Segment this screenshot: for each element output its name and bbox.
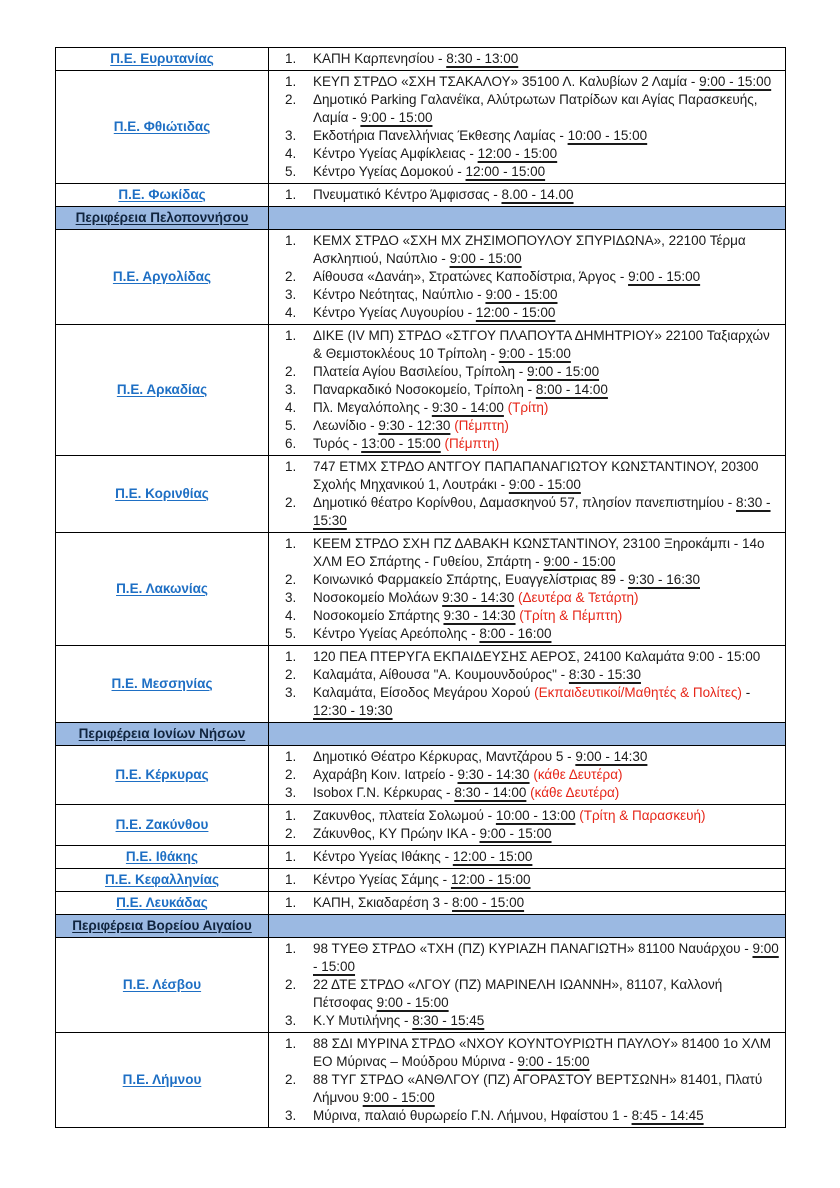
locations-list	[273, 807, 781, 843]
location-text: 88 ΤΥΓ ΣΤΡΔΟ «ΑΝΘΛΓΟΥ (ΠΖ) ΑΓΟΡΑΣΤΟΥ ΒΕΡΤΣΩΝΗ» 81401, Πλατύ Λήμνου	[313, 1072, 763, 1105]
region-row	[56, 746, 786, 805]
location-text: Κοινωνικό Φαρμακείο Σπάρτης, Ευαγγελίστριας 89 -	[313, 572, 628, 587]
location-text: 22 ΔΤΕ ΣΤΡΔΟ «ΛΓΟΥ (ΠΖ) ΜΑΡΙΝΕΛΗ ΙΩΑΝΝΗ», 81107, Καλλονή Πέτσοφας	[313, 977, 723, 1010]
region-row	[56, 325, 786, 456]
region-name-cell	[56, 325, 269, 456]
locations-cell	[269, 48, 786, 71]
location-item	[273, 748, 781, 766]
group-header-label: Περιφέρεια Ιονίων Νήσων	[78, 726, 246, 741]
location-text: Πνευματικό Κέντρο Άμφισσας -	[313, 187, 502, 202]
location-item	[273, 894, 781, 912]
location-item	[273, 976, 781, 1012]
time-range: 8.00 - 14.00	[501, 187, 574, 202]
locations-cell	[269, 456, 786, 533]
group-header-empty-cell	[269, 207, 786, 230]
location-item	[273, 494, 781, 530]
region-name-link[interactable]: Π.Ε. Αρκαδίας	[116, 382, 208, 397]
location-text: ΚΕΜΧ ΣΤΡΔΟ «ΣΧΗ ΜΧ ΖΗΣΙΜΟΠΟΥΛΟΥ ΣΠΥΡΙΔΩΝΑ», 22100 Τέρμα Ασκληπιού, Ναύπλιο -	[313, 233, 746, 266]
location-item	[273, 304, 781, 322]
location-item	[273, 286, 781, 304]
time-range: 8:30 - 15:30	[313, 495, 771, 528]
region-row	[56, 48, 786, 71]
group-header-row	[56, 207, 786, 230]
time-range: 9:00 - 15:00	[699, 74, 772, 89]
region-row	[56, 846, 786, 869]
location-item	[273, 186, 781, 204]
locations-list	[273, 940, 781, 1030]
location-text: Ζάκυνθος, ΚΥ Πρώην ΙΚΑ -	[313, 826, 480, 841]
day-note: (Πέμπτη)	[454, 418, 509, 433]
schedule-table-body	[56, 48, 786, 1128]
location-item	[273, 625, 781, 643]
time-range: 9:00 - 15:00	[449, 251, 522, 266]
time-range: 9:00 - 15:00	[485, 287, 558, 302]
day-note: (Τρίτη & Παρασκευή)	[579, 808, 706, 823]
locations-cell	[269, 1033, 786, 1128]
location-item	[273, 571, 781, 589]
region-row	[56, 184, 786, 207]
location-item	[273, 232, 781, 268]
location-text: Isobox Γ.Ν. Κέρκυρας -	[313, 785, 455, 800]
region-name-cell	[56, 938, 269, 1033]
locations-list	[273, 50, 781, 68]
time-range: 9:00 - 15:00	[313, 941, 779, 974]
locations-list	[273, 848, 781, 866]
time-range: 8:30 - 14:00	[454, 785, 527, 800]
locations-cell	[269, 805, 786, 846]
location-text: Αχαράβη Κοιν. Ιατρείο -	[313, 767, 458, 782]
time-range: 12:00 - 15:00	[450, 872, 531, 887]
location-text: 747 ΕΤΜΧ ΣΤΡΔΟ ΑΝΤΓΟΥ ΠΑΠΑΠΑΝΑΓΙΩΤΟΥ ΚΩΝΣΤΑΝΤΙΝΟΥ, 20300 Σχολής Μηχανικού 1, Λουτράκι -	[313, 459, 759, 492]
location-item	[273, 381, 781, 399]
region-name-link[interactable]: Π.Ε. Κέρκυρας	[115, 767, 209, 782]
time-range: 8:00 - 15:00	[452, 895, 525, 910]
location-text: Αίθουσα «Δανάη», Στρατώνες Καποδίστρια, Άργος -	[313, 269, 629, 284]
region-row	[56, 230, 786, 325]
time-range: 8:45 - 14:45	[631, 1108, 704, 1123]
time-range: 8:30 - 15:45	[412, 1013, 485, 1028]
schedule-table	[55, 47, 786, 1128]
location-text: -	[741, 685, 751, 700]
locations-cell	[269, 325, 786, 456]
time-range: 10:00 - 15:00	[567, 128, 648, 143]
time-range: 9:00 - 15:00	[517, 1054, 590, 1069]
time-range: 8:00 - 16:00	[479, 626, 552, 641]
time-range: 8:30 - 13:00	[446, 51, 519, 66]
location-item	[273, 399, 781, 417]
region-row	[56, 892, 786, 915]
time-range: 10:00 - 13:00	[495, 808, 576, 823]
region-name-link[interactable]: Π.Ε. Ευρυτανίας	[110, 51, 214, 66]
location-text: 120 ΠΕΑ ΠΤΕΡΥΓΑ ΕΚΠΑΙΔΕΥΣΗΣ ΑΕΡΟΣ, 24100 Καλαμάτα 9:00 - 15:00	[313, 649, 761, 664]
location-text: Τυρός -	[313, 436, 362, 451]
region-row	[56, 533, 786, 646]
group-header-empty-cell	[269, 723, 786, 746]
region-name-link[interactable]: Π.Ε. Κεφαλληνίας	[105, 872, 219, 887]
region-name-link[interactable]: Π.Ε. Φθιώτιδας	[113, 119, 211, 134]
location-item	[273, 268, 781, 286]
location-item	[273, 50, 781, 68]
location-item	[273, 940, 781, 976]
location-text: 88 ΣΔΙ ΜΥΡΙΝΑ ΣΤΡΔΟ «ΝΧΟΥ ΚΟΥΝΤΟΥΡΙΩΤΗ ΠΑΥΛΟΥ» 81400 1ο ΧΛΜ ΕΟ Μύρινας – Μούδρου Μύρινα -	[313, 1036, 772, 1069]
region-name-cell	[56, 48, 269, 71]
location-item	[273, 766, 781, 784]
time-range: 9:00 - 15:00	[498, 346, 571, 361]
time-range: 12:00 - 15:00	[477, 146, 558, 161]
time-range: 9:00 - 15:00	[360, 110, 433, 125]
region-row	[56, 805, 786, 846]
location-text: Κέντρο Υγείας Ιθάκης -	[313, 849, 453, 864]
locations-cell	[269, 892, 786, 915]
locations-list	[273, 748, 781, 802]
location-text: Πλατεία Αγίου Βασιλείου, Τρίπολη -	[313, 364, 528, 379]
locations-list	[273, 73, 781, 181]
location-text: Καλαμάτα, Είσοδος Μεγάρου Χορού	[313, 685, 535, 700]
region-name-cell	[56, 1033, 269, 1128]
locations-cell	[269, 533, 786, 646]
location-item	[273, 666, 781, 684]
region-name-link[interactable]: Π.Ε. Μεσσηνίας	[111, 676, 213, 691]
region-name-link[interactable]: Π.Ε. Λακωνίας	[116, 581, 208, 596]
location-item	[273, 1012, 781, 1030]
locations-list	[273, 1035, 781, 1125]
location-item	[273, 163, 781, 181]
location-text: Κ.Υ Μυτιλήνης -	[313, 1013, 413, 1028]
location-text: Νοσοκομείο Σπάρτης	[313, 608, 444, 623]
group-header-cell	[56, 915, 269, 938]
locations-list	[273, 535, 781, 643]
group-header-cell	[56, 723, 269, 746]
location-text: Κέντρο Υγείας Λυγουρίου -	[313, 305, 476, 320]
location-text: Κέντρο Υγείας Αρεόπολης -	[313, 626, 480, 641]
location-text: Κέντρο Νεότητας, Ναύπλιο -	[313, 287, 486, 302]
region-name-link[interactable]: Π.Ε. Ιθάκης	[125, 849, 199, 864]
location-text: Λεωνίδιο -	[313, 418, 379, 433]
location-text: Κέντρο Υγείας Δομοκού -	[313, 164, 466, 179]
location-item	[273, 327, 781, 363]
location-item	[273, 458, 781, 494]
location-item	[273, 684, 781, 720]
location-text: Μύρινα, παλαιό θυρωρείο Γ.Ν. Λήμνου, Ηφαίστου 1 -	[313, 1108, 632, 1123]
location-text: Ζακυνθος, πλατεία Σολωμού -	[313, 808, 496, 823]
group-header-empty-cell	[269, 915, 786, 938]
locations-list	[273, 186, 781, 204]
group-header-label: Περιφέρεια Πελοποννήσου	[75, 210, 249, 225]
day-note: (Εκπαιδευτικοί/Μαθητές & Πολίτες)	[534, 685, 742, 700]
time-range: 12:30 - 19:30	[313, 703, 393, 718]
day-note: (Δευτέρα & Τετάρτη)	[517, 590, 639, 605]
location-item	[273, 535, 781, 571]
location-text: ΚΑΠΗ, Σκιαδαρέση 3 -	[313, 895, 453, 910]
region-row	[56, 456, 786, 533]
locations-cell	[269, 230, 786, 325]
locations-list	[273, 458, 781, 530]
day-note: (κάθε Δευτέρα)	[533, 767, 623, 782]
location-text: Νοσοκομείο Μολάων	[313, 590, 443, 605]
region-name-cell	[56, 869, 269, 892]
locations-list	[273, 327, 781, 453]
time-range: 13:00 - 15:00	[361, 436, 441, 451]
region-name-cell	[56, 184, 269, 207]
region-name-cell	[56, 846, 269, 869]
time-range: 8:30 - 15:30	[568, 667, 641, 682]
region-name-cell	[56, 230, 269, 325]
region-row	[56, 71, 786, 184]
time-range: 9:30 - 16:30	[627, 572, 700, 587]
location-text: Κέντρο Υγείας Σάμης -	[313, 872, 451, 887]
group-header-row	[56, 723, 786, 746]
location-item	[273, 825, 781, 843]
time-range: 12:00 - 15:00	[475, 305, 556, 320]
location-text: ΚΑΠΗ Καρπενησίου -	[313, 51, 447, 66]
time-range: 9:30 - 12:30	[378, 418, 451, 433]
location-item	[273, 145, 781, 163]
location-text: Δημοτικό Parking Γαλανέϊκα, Αλύτρωτων Πατρίδων και Αγίας Παρασκευής, Λαμία -	[313, 92, 758, 125]
location-text: Εκδοτήρια Πανελλήνιας Έκθεσης Λαμίας -	[313, 128, 568, 143]
location-item	[273, 91, 781, 127]
locations-list	[273, 648, 781, 720]
location-item	[273, 1035, 781, 1071]
location-item	[273, 871, 781, 889]
location-item	[273, 417, 781, 435]
time-range: 9:00 - 15:00	[479, 826, 552, 841]
time-range: 9:00 - 15:00	[527, 364, 600, 379]
locations-cell	[269, 746, 786, 805]
day-note: (Τρίτη & Πέμπτη)	[519, 608, 623, 623]
location-item	[273, 807, 781, 825]
time-range: 9:00 - 15:00	[362, 1090, 435, 1105]
location-item	[273, 73, 781, 91]
region-row	[56, 938, 786, 1033]
location-text: Δημοτικό Θέατρο Κέρκυρας, Μαντζάρου 5 -	[313, 749, 576, 764]
location-text: 98 ΤΥΕΘ ΣΤΡΔΟ «ΤΧΗ (ΠΖ) ΚΥΡΙΑΖΗ ΠΑΝΑΓΙΩΤΗ» 81100 Ναυάρχου -	[313, 941, 753, 956]
group-header-cell	[56, 207, 269, 230]
region-name-cell	[56, 456, 269, 533]
location-text: ΚΕΥΠ ΣΤΡΔΟ «ΣΧΗ ΤΣΑΚΑΛΟΥ» 35100 Λ. Καλυβίων 2 Λαμία -	[313, 74, 700, 89]
region-name-link[interactable]: Π.Ε. Λέσβου	[122, 977, 202, 992]
locations-list	[273, 871, 781, 889]
region-name-link[interactable]: Π.Ε. Φωκίδας	[118, 187, 206, 202]
locations-cell	[269, 184, 786, 207]
location-item	[273, 1071, 781, 1107]
time-range: 9:30 - 14:30	[457, 767, 530, 782]
region-row	[56, 646, 786, 723]
location-text: Καλαμάτα, Αίθουσα "Α. Κουμουνδούρος" -	[313, 667, 569, 682]
region-row	[56, 869, 786, 892]
region-name-cell	[56, 71, 269, 184]
locations-cell	[269, 938, 786, 1033]
location-item	[273, 607, 781, 625]
time-range: 9:00 - 15:00	[508, 477, 581, 492]
region-name-cell	[56, 805, 269, 846]
location-item	[273, 127, 781, 145]
time-range: 9:00 - 15:00	[543, 554, 616, 569]
locations-cell	[269, 846, 786, 869]
time-range: 9:30 - 14:00	[431, 400, 504, 415]
location-item	[273, 435, 781, 453]
region-name-cell	[56, 646, 269, 723]
time-range: 8:00 - 14:00	[535, 382, 608, 397]
location-text: ΔΙΚΕ (IV ΜΠ) ΣΤΡΔΟ «ΣΤΓΟΥ ΠΛΑΠΟΥΤΑ ΔΗΜΗΤΡΙΟΥ» 22100 Ταξιαρχών & Θεμιστοκλέους 10 Τρίπολη -	[313, 328, 770, 361]
time-range: 9:30 - 14:30	[442, 590, 515, 605]
region-name-link[interactable]: Π.Ε. Αργολίδας	[112, 269, 212, 284]
region-row	[56, 1033, 786, 1128]
time-range: 9:30 - 14:30	[443, 608, 516, 623]
locations-cell	[269, 869, 786, 892]
group-header-label: Περιφέρεια Βορείου Αιγαίου	[72, 918, 252, 933]
location-item	[273, 589, 781, 607]
locations-cell	[269, 646, 786, 723]
location-text: Κέντρο Υγείας Αμφίκλειας -	[313, 146, 478, 161]
location-text: Δημοτικό θέατρο Κορίνθου, Δαμασκηνού 57, πλησίον πανεπιστημίου -	[313, 495, 736, 510]
region-name-cell	[56, 892, 269, 915]
day-note: (Πέμπτη)	[444, 436, 500, 451]
region-name-link[interactable]: Π.Ε. Κορινθίας	[115, 486, 209, 501]
time-range: 9:00 - 15:00	[376, 995, 449, 1010]
location-item	[273, 648, 781, 666]
location-text: Πλ. Μεγαλόπολης -	[313, 400, 432, 415]
region-name-cell	[56, 533, 269, 646]
location-text: ΚΕΕΜ ΣΤΡΔΟ ΣΧΗ ΠΖ ΔΑΒΑΚΗ ΚΩΝΣΤΑΝΤΙΝΟΥ, 23100 Ξηροκάμπι - 14ο ΧΛΜ ΕΟ Σπάρτης - Γυθείου, Σπάρτη -	[313, 536, 765, 569]
time-range: 12:00 - 15:00	[465, 164, 546, 179]
region-name-cell	[56, 746, 269, 805]
day-note: (Τρίτη)	[507, 400, 549, 415]
time-range: 9:00 - 14:30	[575, 749, 648, 764]
region-name-link[interactable]: Π.Ε. Ζακύνθου	[115, 817, 209, 832]
location-item	[273, 784, 781, 802]
group-header-row	[56, 915, 786, 938]
day-note: (κάθε Δευτέρα)	[530, 785, 620, 800]
location-item	[273, 848, 781, 866]
locations-cell	[269, 71, 786, 184]
time-range: 9:00 - 15:00	[628, 269, 701, 284]
location-item	[273, 1107, 781, 1125]
location-text: Παναρκαδικό Νοσοκομείο, Τρίπολη -	[313, 382, 536, 397]
locations-list	[273, 894, 781, 912]
region-name-link[interactable]: Π.Ε. Λήμνου	[122, 1072, 202, 1087]
location-item	[273, 363, 781, 381]
region-name-link[interactable]: Π.Ε. Λευκάδας	[116, 895, 208, 910]
time-range: 12:00 - 15:00	[452, 849, 533, 864]
locations-list	[273, 232, 781, 322]
